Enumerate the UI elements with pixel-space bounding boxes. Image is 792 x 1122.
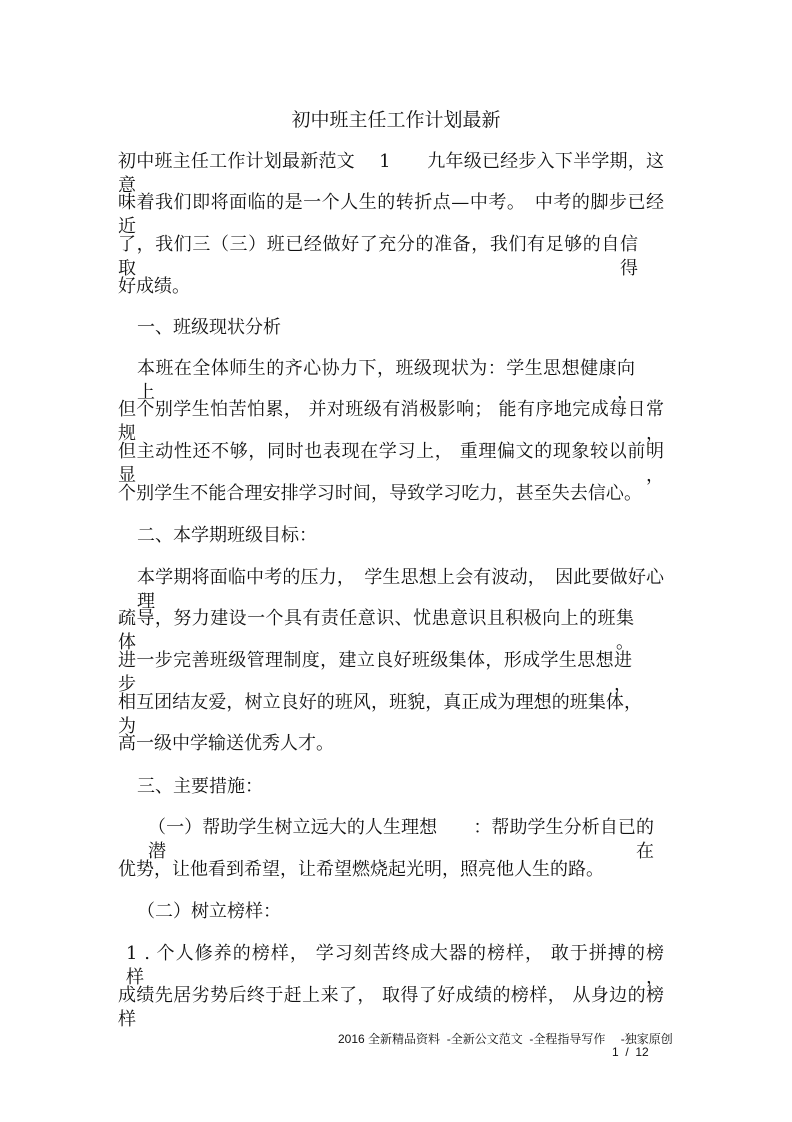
paragraph-line: 味着我们即将面临的是一个人生的转折点—中考。 中考的脚步已经近 <box>118 192 664 237</box>
paragraph-line: 疏导，努力建设一个具有责任意识、忧患意识且积极向上的班集体。 <box>118 608 634 653</box>
paragraph-line: 进一步完善班级管理制度，建立良好班级集体，形成学生思想进步， <box>118 650 632 695</box>
paragraph-line: 成绩先居劣势后终于赶上来了， 取得了好成绩的榜样， 从身边的榜样 <box>118 985 664 1030</box>
page-number: 1 / 12 <box>612 1045 649 1059</box>
paragraph-line: 相互团结友爱，树立良好的班风，班貌，真正成为理想的班集体，为 <box>118 692 642 737</box>
paragraph-line: 1 . 个人修养的榜样， 学习刻苦终成大器的榜样， 敢于拼搏的榜样， <box>126 943 664 988</box>
document-title: 初中班主任工作计划最新 <box>291 109 501 131</box>
paragraph-line: 高一级中学输送优秀人才。 <box>118 733 334 754</box>
paragraph-line: 本班在全体师生的齐心协力下，班级现状为：学生思想健康向上， <box>137 358 635 403</box>
footer-text: 2016 全新精品资料 -全新公文范文 -全程指导写作 -独家原创 <box>338 1032 673 1046</box>
section-heading: 三、主要措施： <box>137 776 263 797</box>
subsection-heading: （二）树立榜样： <box>137 901 281 922</box>
paragraph-line: 但主动性还不够，同时也表现在学习上， 重理偏文的现象较以前明显， <box>118 441 664 486</box>
paragraph-line: 好成绩。 <box>118 276 190 297</box>
paragraph-line: 初中班主任工作计划最新范文 1 九年级已经步入下半学期，这意 <box>118 151 664 196</box>
paragraph-line: 但个别学生怕苦怕累， 并对班级有消极影响； 能有序地完成每日常规， <box>118 399 664 444</box>
paragraph-line: （一）帮助学生树立远大的人生理想 ：帮助学生分析自已的潜在 <box>148 817 654 862</box>
section-heading: 二、本学期班级目标： <box>137 525 317 546</box>
paragraph-line: 个别学生不能合理安排学习时间，导致学习吃力，甚至失去信心。 <box>118 483 642 504</box>
section-heading: 一、班级现状分析 <box>137 317 281 338</box>
paragraph-line: 优势，让他看到希望，让希望燃烧起光明，照亮他人生的路。 <box>118 859 604 880</box>
paragraph-line: 了，我们三（三）班已经做好了充分的准备，我们有足够的自信取得 <box>118 234 638 279</box>
paragraph-line: 本学期将面临中考的压力， 学生思想上会有波动， 因此要做好心理 <box>137 567 664 612</box>
